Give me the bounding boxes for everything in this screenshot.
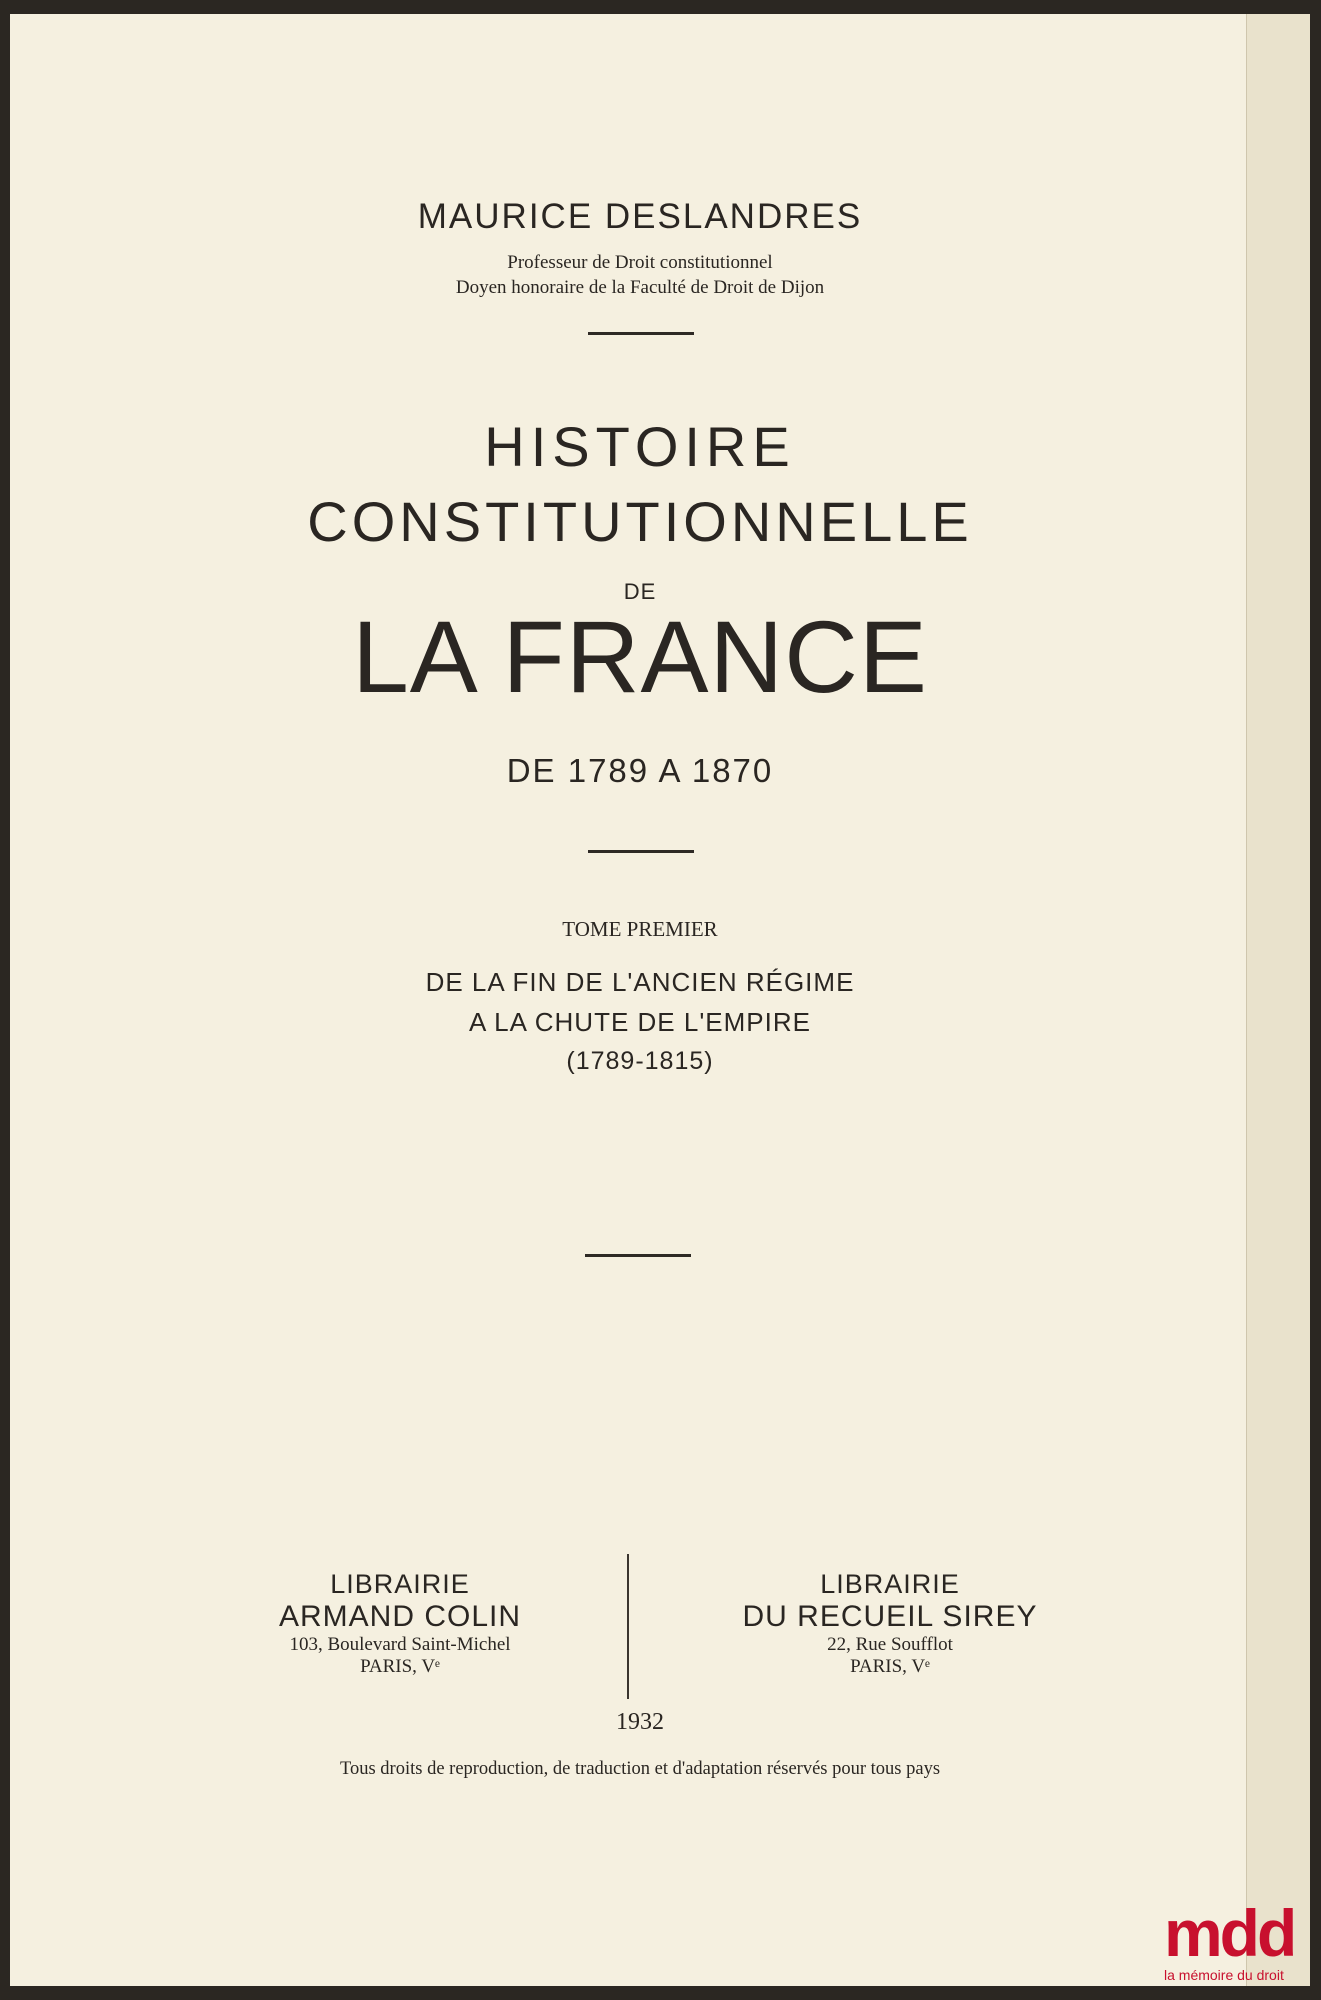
title-line-3: DE: [623, 579, 657, 604]
title-line-1: HISTOIRE: [484, 415, 796, 478]
volume-subtitle-2: A LA CHUTE DE L'EMPIRE: [469, 1007, 811, 1037]
divider-rule-3: [585, 1254, 691, 1257]
publisher-left-line-2: ARMAND COLIN: [278, 1600, 522, 1633]
publication-year: 1932: [616, 1709, 664, 1735]
publisher-right: [690, 1569, 1090, 1678]
page-edge-shadow: [1246, 14, 1310, 1986]
publisher-divider: [627, 1554, 629, 1699]
title-page: [10, 14, 1310, 1986]
svg-text:la mémoire du droit: la mémoire du droit: [1164, 1967, 1284, 1983]
title-main: LA FRANCE: [352, 600, 928, 714]
divider-rule-1: [588, 332, 694, 335]
volume-label: TOME PREMIER: [562, 917, 718, 941]
volume-subtitle-1: DE LA FIN DE L'ANCIEN RÉGIME: [425, 967, 855, 997]
svg-text:mdd: mdd: [1164, 1896, 1295, 1970]
rights-notice: Tous droits de reproduction, de traduction et d'adaptation réservés pour tous pays: [339, 1759, 941, 1779]
volume-years: (1789-1815): [566, 1047, 714, 1075]
divider-rule-2: [588, 850, 694, 853]
publisher-left-line-1: LIBRAIRIE: [330, 1569, 470, 1599]
publisher-left-address: 103, Boulevard Saint-Michel: [289, 1634, 511, 1655]
title-line-2: CONSTITUTIONNELLE: [307, 490, 973, 553]
publisher-right-address: 22, Rue Soufflot: [827, 1634, 953, 1655]
author-affiliation-2: Doyen honoraire de la Faculté de Droit de Dijon: [455, 277, 825, 298]
author-name: MAURICE DESLANDRES: [417, 197, 863, 236]
title-dates: DE 1789 A 1870: [506, 752, 774, 789]
publisher-left: [200, 1569, 600, 1678]
publisher-left-city: PARIS, Vᵉ: [360, 1656, 440, 1677]
publisher-right-line-2: DU RECUEIL SIREY: [742, 1600, 1038, 1633]
publisher-right-city: PARIS, Vᵉ: [850, 1656, 930, 1677]
author-affiliation-1: Professeur de Droit constitutionnel: [507, 252, 773, 273]
publisher-right-line-1: LIBRAIRIE: [820, 1569, 960, 1599]
mdd-logo-icon: [1160, 1894, 1310, 1986]
